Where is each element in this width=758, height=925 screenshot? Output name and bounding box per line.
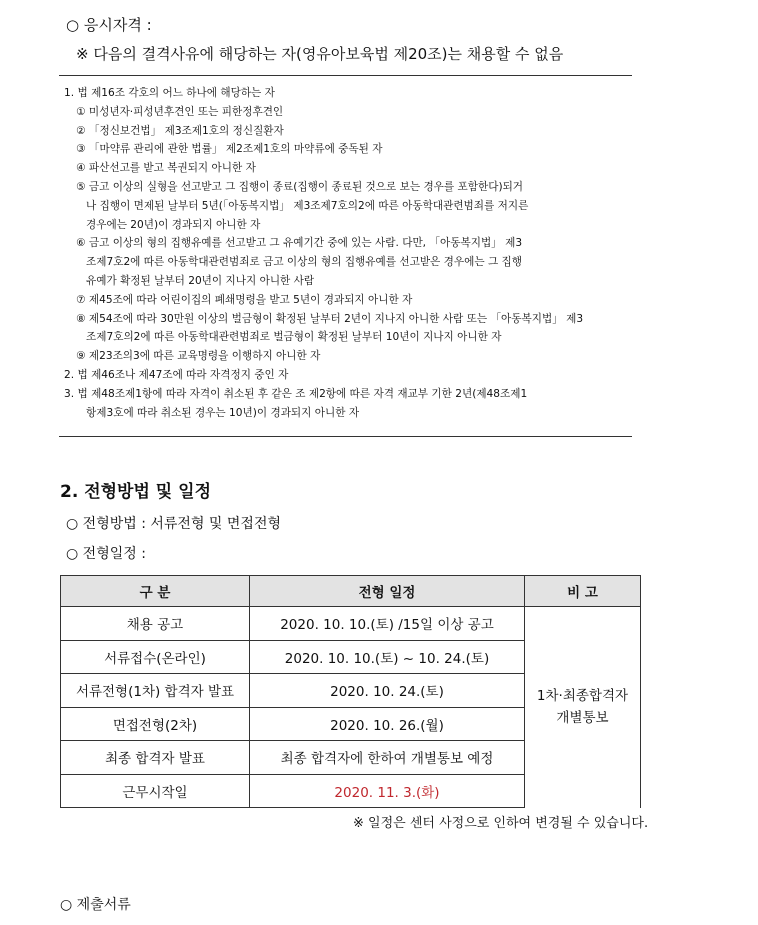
list-item: ③ 「마약류 관리에 관한 법률」 제2조제1호의 마약류에 중독된 자 <box>76 143 383 156</box>
remarks-line: 개별통보 <box>556 710 609 727</box>
column-header-remarks: 비 고 <box>525 576 641 607</box>
list-item: ④ 파산선고를 받고 복권되지 아니한 자 <box>76 162 256 175</box>
list-item: 2. 법 제46조나 제47조에 따라 자격정지 중인 자 <box>64 368 289 381</box>
list-item: 조제7호2에 따른 아동학대관련범죄로 금고 이상의 형의 집행유예를 선고받은 경우에는 그 집행 <box>86 256 523 269</box>
schedule-table <box>60 575 641 808</box>
list-item: 항제3호에 따라 취소된 경우는 10년)이 경과되지 아니한 자 <box>86 406 360 419</box>
list-item: 나 집행이 면제된 날부터 5년(「아동복지법」 제3조제7호의2에 따른 아동학대관련범죄를 저지른 <box>86 199 529 212</box>
schedule-label: ○ 전형일정 : <box>66 546 146 562</box>
list-item: 1. 법 제16조 각호의 어느 하나에 해당하는 자 <box>64 87 275 99</box>
remarks-line: 1차·최종합격자 <box>536 688 629 705</box>
list-item: 경우에는 20년)이 경과되지 아니한 자 <box>86 218 261 231</box>
list-item: ① 미성년자·피성년후견인 또는 피한정후견인 <box>76 105 284 118</box>
schedule-footnote: ※ 일정은 센터 사정으로 인하여 변경될 수 있습니다. <box>353 816 649 831</box>
top-divider <box>59 75 632 76</box>
list-item: ⑥ 금고 이상의 형의 집행유예를 선고받고 그 유예기간 중에 있는 사람. 다만, 「아동복지법」 제3 <box>76 237 523 250</box>
row-item: 근무시작일 <box>61 774 250 808</box>
start-date-highlight: 2020. 11. 3.(화) <box>250 774 525 808</box>
list-item: ⑧ 제54조에 따라 30만원 이상의 벌금형이 확정된 날부터 2년이 지나지 아니한 사람 또는 「아동복지법」 제3 <box>76 312 584 325</box>
list-item: ⑦ 제45조에 따라 어린이집의 폐쇄명령을 받고 5년이 경과되지 아니한 자 <box>76 293 413 306</box>
row-date: 2020. 10. 24.(토) <box>250 674 525 708</box>
bottom-divider <box>59 436 632 437</box>
list-item: ⑨ 제23조의3에 따른 교육명령을 이행하지 아니한 자 <box>76 350 321 363</box>
row-date: 2020. 10. 10.(토) /15일 이상 공고 <box>250 607 525 641</box>
row-item: 채용 공고 <box>61 607 250 641</box>
list-item: ② 「정신보건법」 제3조제1호의 정신질환자 <box>76 124 284 137</box>
list-item: 3. 법 제48조제1항에 따라 자격이 취소된 후 같은 조 제2항에 따른 자격 재교부 기한 2년(제48조제1 <box>64 387 528 400</box>
row-item: 서류접수(온라인) <box>61 640 250 674</box>
qualification-title: ○ 응시자격 : <box>66 16 152 34</box>
row-date: 2020. 10. 10.(토) ~ 10. 24.(토) <box>250 640 525 674</box>
row-date: 최종 합격자에 한하여 개별통보 예정 <box>250 741 525 775</box>
qualification-note: ※ 다음의 결격사유에 해당하는 자(영유아보육법 제20조)는 채용할 수 없음 <box>76 45 564 63</box>
documents-label: ○ 제출서류 <box>60 897 131 913</box>
column-header-schedule: 전형 일정 <box>250 576 525 607</box>
section-heading: 2. 전형방법 및 일정 <box>60 482 211 502</box>
disqualification-list <box>64 84 634 422</box>
row-item: 서류전형(1차) 합격자 발표 <box>61 674 250 708</box>
table-header-row <box>61 576 641 607</box>
list-item: 조제7호의2에 따른 아동학대관련범죄로 벌금형이 확정된 날부터 10년이 지나지 아니한 자 <box>86 331 502 344</box>
table-row <box>61 607 641 641</box>
column-header-category: 구 분 <box>61 576 250 607</box>
row-item: 최종 합격자 발표 <box>61 741 250 775</box>
selection-method: ○ 전형방법 : 서류전형 및 면접전형 <box>66 516 281 532</box>
remarks-cell <box>525 607 641 808</box>
row-date: 2020. 10. 26.(월) <box>250 707 525 741</box>
list-item: ⑤ 금고 이상의 실형을 선고받고 그 집행이 종료(집행이 종료된 것으로 보는 경우를 포함한다)되거 <box>76 180 524 193</box>
list-item: 유예가 확정된 날부터 20년이 지나지 아니한 사람 <box>86 274 315 287</box>
row-item: 면접전형(2차) <box>61 707 250 741</box>
